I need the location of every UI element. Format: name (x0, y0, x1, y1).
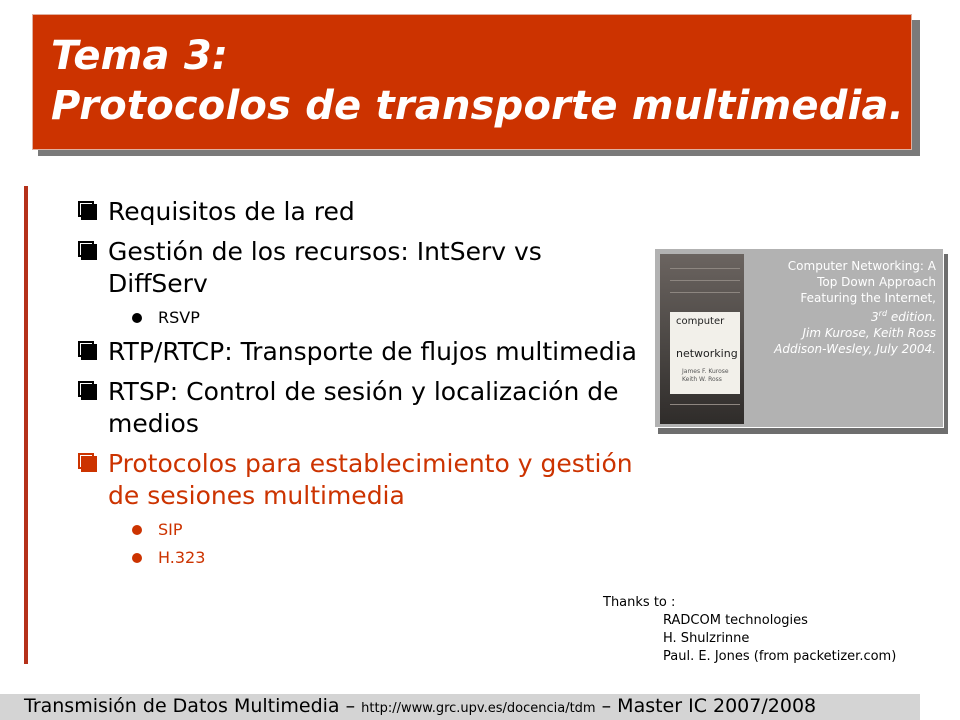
footer-url-link[interactable]: http://www.grc.upv.es/docencia/tdm (361, 701, 596, 716)
thanks-line: Paul. E. Jones (from packetizer.com) (663, 649, 897, 664)
footer-text (24, 694, 816, 720)
book-caption (740, 258, 936, 357)
thanks-line: H. Shulzrinne (663, 631, 750, 646)
footer-program: – Master IC 2007/2008 (595, 695, 817, 717)
square-bullet-icon (78, 453, 94, 469)
thanks-heading: Thanks to : (603, 595, 676, 610)
book-caption-authors: Jim Kurose, Keith Ross (802, 326, 936, 340)
square-bullet-icon (78, 341, 94, 357)
book-cover-title-1: computer (676, 316, 725, 327)
sub-bullet-text: H.323 (158, 548, 206, 567)
sub-bullet-item (78, 305, 638, 331)
bullet-text: RTP/RTCP: Transporte de flujos multimedia (108, 337, 637, 366)
title-line-2: Protocolos de transporte multimedia. (51, 83, 905, 129)
square-bullet-icon (78, 381, 94, 397)
bullet-list (78, 196, 638, 571)
sub-bullet-item (78, 517, 638, 543)
book-caption-edition: 3rd edition. (871, 309, 936, 324)
bullet-item-highlight (78, 448, 638, 512)
thanks-block (603, 594, 896, 666)
book-caption-line: Top Down Approach (817, 275, 936, 289)
bullet-item (78, 196, 638, 228)
sub-bullet-text: RSVP (158, 308, 200, 327)
book-cover-title-2: networking (676, 347, 738, 360)
bullet-item (78, 336, 638, 368)
book-caption-line: Featuring the Internet, (800, 291, 936, 305)
square-bullet-icon (78, 241, 94, 257)
book-caption-publisher: Addison-Wesley, July 2004. (774, 342, 936, 356)
sub-bullet-item (78, 545, 638, 571)
dot-bullet-icon (132, 553, 142, 563)
dot-bullet-icon (132, 313, 142, 323)
bullet-text: Requisitos de la red (108, 197, 355, 226)
title-line-1: Tema 3: (51, 33, 229, 79)
dot-bullet-icon (132, 525, 142, 535)
thanks-line: RADCOM technologies (663, 613, 808, 628)
bullet-text: Gestión de los recursos: IntServ vs DiffServ (108, 237, 542, 298)
title-banner (32, 14, 912, 150)
square-bullet-icon (78, 201, 94, 217)
book-caption-line: Computer Networking: A (787, 259, 936, 273)
footer-course: Transmisión de Datos Multimedia – (24, 695, 362, 717)
bullet-item (78, 236, 638, 300)
bullet-item (78, 376, 638, 440)
left-accent-rule (24, 186, 28, 664)
book-cover-authors: James F. Kurose Keith W. Ross (682, 368, 729, 383)
bullet-text: Protocolos para establecimiento y gestión de sesiones multimedia (108, 449, 633, 510)
book-cover-label (670, 312, 740, 394)
footer-bar (0, 694, 920, 720)
sub-bullet-text: SIP (158, 520, 183, 539)
book-cover-image (660, 254, 744, 424)
bullet-text: RTSP: Control de sesión y localización de medios (108, 377, 619, 438)
